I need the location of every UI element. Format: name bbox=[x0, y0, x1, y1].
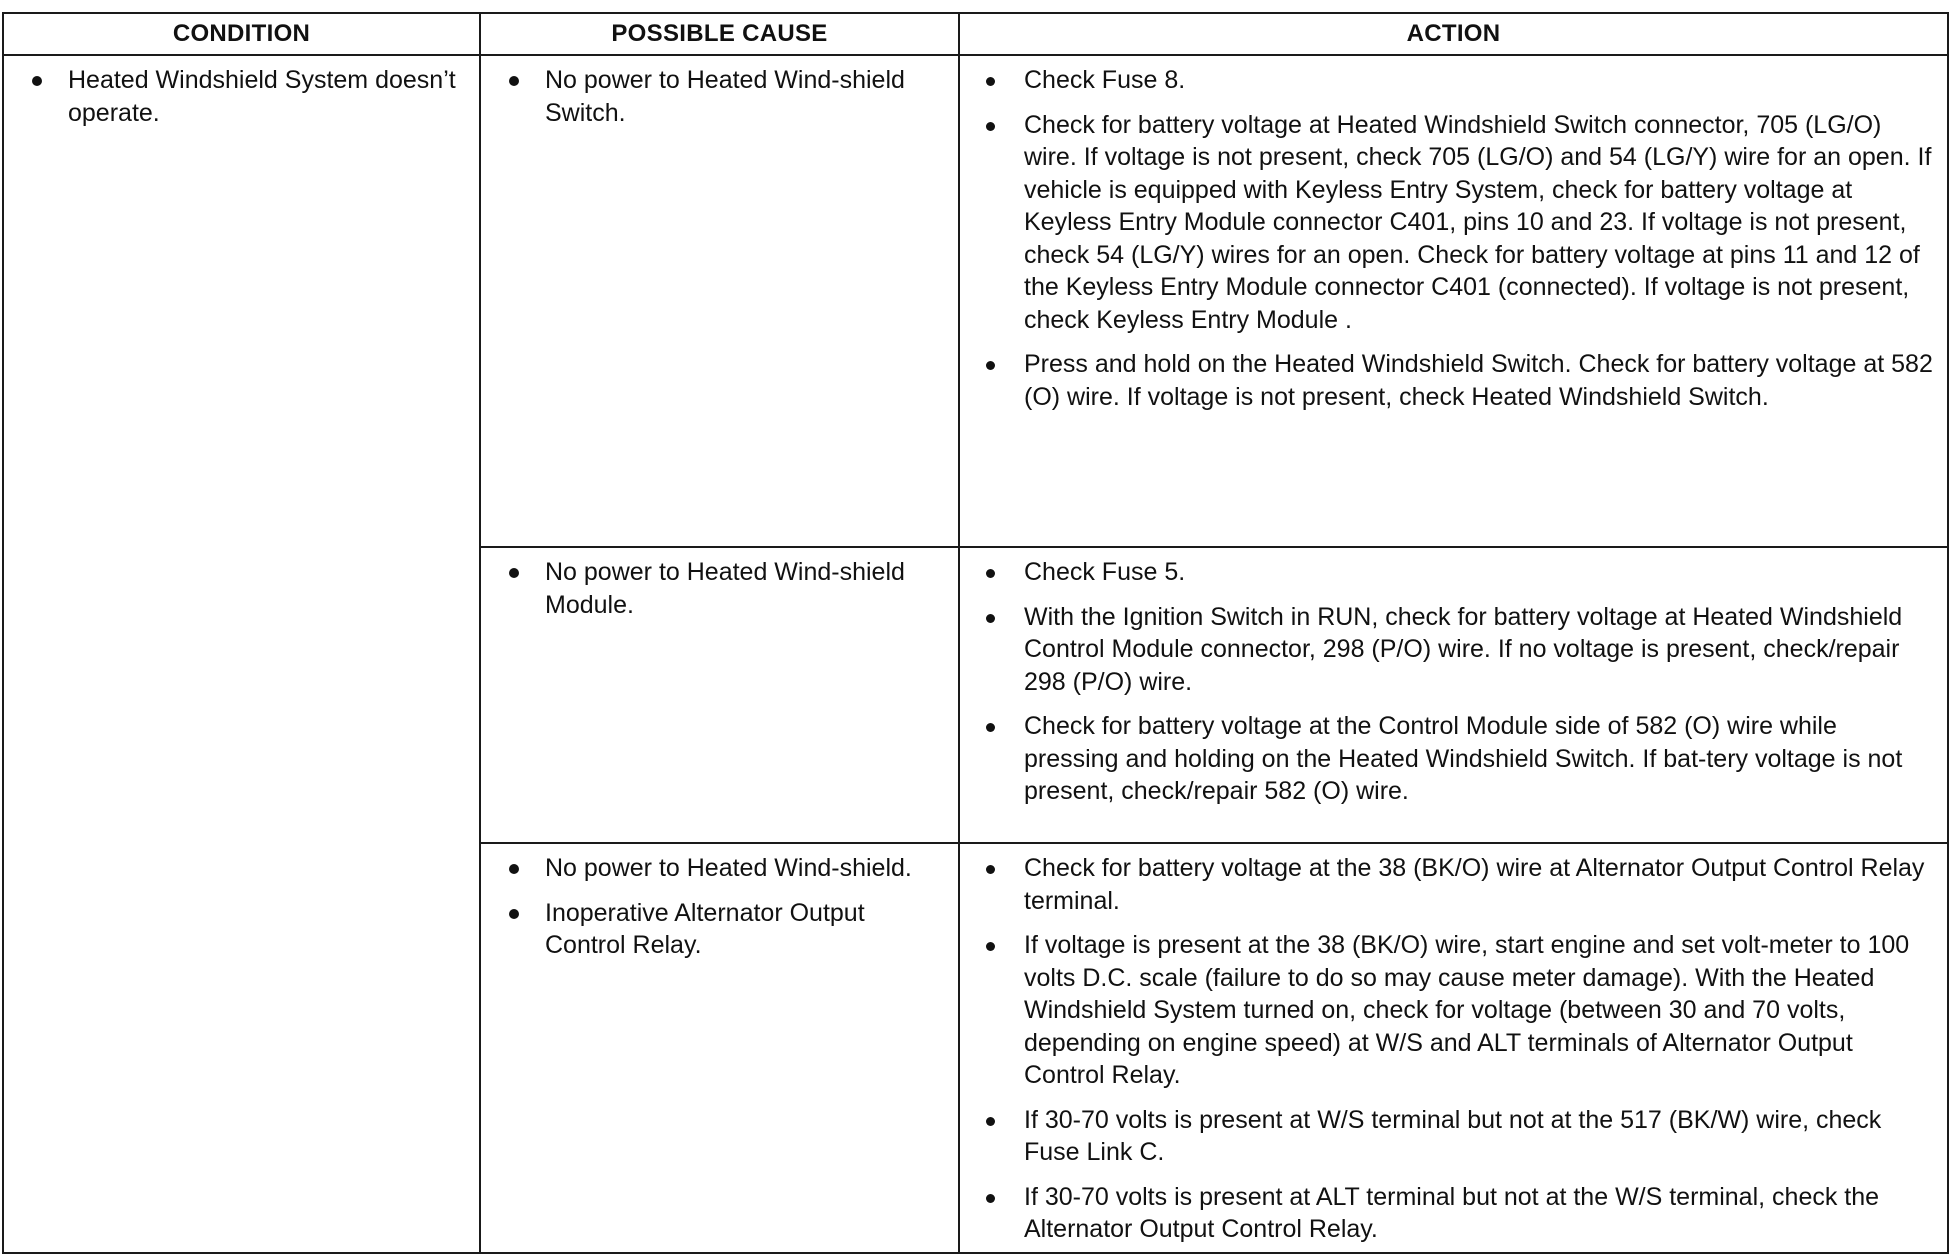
action-cell bbox=[959, 55, 1948, 547]
action-list bbox=[976, 852, 1935, 1246]
action-text: If voltage is present at the 38 (BK/O) wire, start engine and set volt-meter to 100 volts D.C. scale (failure to do so may cause meter damage). With the Heated Windshield System turned on, check for voltage (between 30 and 70 volts, depending on engine speed) at W/S and ALT terminals of Alternator Output Control Relay. bbox=[1024, 931, 1910, 1089]
cause-text: No power to Heated Wind-shield. bbox=[545, 854, 912, 882]
cause-text: Inoperative Alternator Output Control Relay. bbox=[545, 898, 865, 959]
bullet-icon bbox=[986, 942, 995, 951]
action-item bbox=[976, 556, 1935, 589]
action-text: Check Fuse 5. bbox=[1024, 558, 1186, 586]
bullet-icon bbox=[986, 865, 995, 874]
action-text: If 30-70 volts is present at ALT terminal but not at the W/S terminal, check the Alternator Output Control Relay. bbox=[1024, 1182, 1880, 1243]
condition-text: Heated Windshield System doesn’t operate. bbox=[68, 66, 456, 127]
cause-cell bbox=[480, 55, 959, 547]
bullet-icon bbox=[986, 77, 995, 86]
table-header-row bbox=[3, 13, 1948, 55]
possible-cause-column-header: POSSIBLE CAUSE bbox=[480, 13, 959, 55]
action-item bbox=[976, 109, 1935, 337]
cause-item bbox=[497, 852, 946, 885]
bullet-icon bbox=[986, 1194, 995, 1203]
bullet-icon bbox=[509, 864, 519, 874]
action-item bbox=[976, 601, 1935, 699]
action-text: With the Ignition Switch in RUN, check for battery voltage at Heated Windshield Control Module connector, 298 (P/O) wire. If no voltage is present, check/repair 298 (P/O) wire. bbox=[1024, 602, 1903, 696]
cause-text: No power to Heated Wind-shield Switch. bbox=[545, 66, 905, 127]
action-item bbox=[976, 1181, 1935, 1246]
action-cell bbox=[959, 843, 1948, 1253]
action-item bbox=[976, 710, 1935, 808]
action-item bbox=[976, 64, 1935, 97]
bullet-icon bbox=[986, 1117, 995, 1126]
action-list bbox=[976, 556, 1935, 808]
cause-list bbox=[497, 64, 946, 129]
bullet-icon bbox=[509, 76, 519, 86]
bullet-icon bbox=[986, 614, 995, 623]
bullet-icon bbox=[986, 569, 995, 578]
condition-list bbox=[20, 64, 467, 129]
diagnosis-table bbox=[2, 12, 1949, 1254]
action-item bbox=[976, 348, 1935, 413]
action-column-header: ACTION bbox=[959, 13, 1948, 55]
cause-list bbox=[497, 556, 946, 621]
bullet-icon bbox=[32, 76, 42, 86]
action-text: Check for battery voltage at the 38 (BK/O) wire at Alternator Output Control Relay terminal. bbox=[1024, 854, 1925, 915]
cause-item bbox=[497, 897, 946, 962]
action-item bbox=[976, 852, 1935, 917]
condition-cell bbox=[3, 55, 480, 1253]
bullet-icon bbox=[986, 723, 995, 732]
action-text: Press and hold on the Heated Windshield Switch. Check for battery voltage at 582 (O) wire. If voltage is not present, check Heated Windshield Switch. bbox=[1024, 350, 1933, 411]
action-item bbox=[976, 1104, 1935, 1169]
action-list bbox=[976, 64, 1935, 413]
action-text: Check for battery voltage at Heated Windshield Switch connector, 705 (LG/O) wire. If voltage is not present, check 705 (LG/O) and 54 (LG/Y) wire for an open. If vehicle is equipped with Keyless Entry System, check for battery voltage at Keyless Entry Module connector C401, pins 10 and 23. If voltage is not present, check 54 (LG/Y) wires for an open. Check for battery voltage at pins 11 and 12 of the Keyless Entry Module connector C401 (connected). If voltage is not present, check Keyless Entry Module . bbox=[1024, 110, 1932, 334]
cause-item bbox=[497, 556, 946, 621]
cause-text: No power to Heated Wind-shield Module. bbox=[545, 558, 905, 619]
bullet-icon bbox=[986, 122, 995, 131]
diagnosis-page bbox=[0, 12, 1950, 1243]
bullet-icon bbox=[509, 909, 519, 919]
action-text: Check Fuse 8. bbox=[1024, 66, 1186, 94]
condition-item bbox=[20, 64, 467, 129]
bullet-icon bbox=[509, 568, 519, 578]
action-text: If 30-70 volts is present at W/S terminal but not at the 517 (BK/W) wire, check Fuse Link C. bbox=[1024, 1105, 1882, 1166]
table-row bbox=[3, 55, 1948, 547]
cause-item bbox=[497, 64, 946, 129]
cause-cell bbox=[480, 547, 959, 843]
action-cell bbox=[959, 547, 1948, 843]
bullet-icon bbox=[986, 361, 995, 370]
cause-list bbox=[497, 852, 946, 962]
action-text: Check for battery voltage at the Control Module side of 582 (O) wire while pressing and holding on the Heated Windshield Switch. If bat-tery voltage is not present, check/repair 582 (O) wire. bbox=[1024, 712, 1903, 805]
cause-cell bbox=[480, 843, 959, 1253]
action-item bbox=[976, 929, 1935, 1092]
condition-column-header: CONDITION bbox=[3, 13, 480, 55]
